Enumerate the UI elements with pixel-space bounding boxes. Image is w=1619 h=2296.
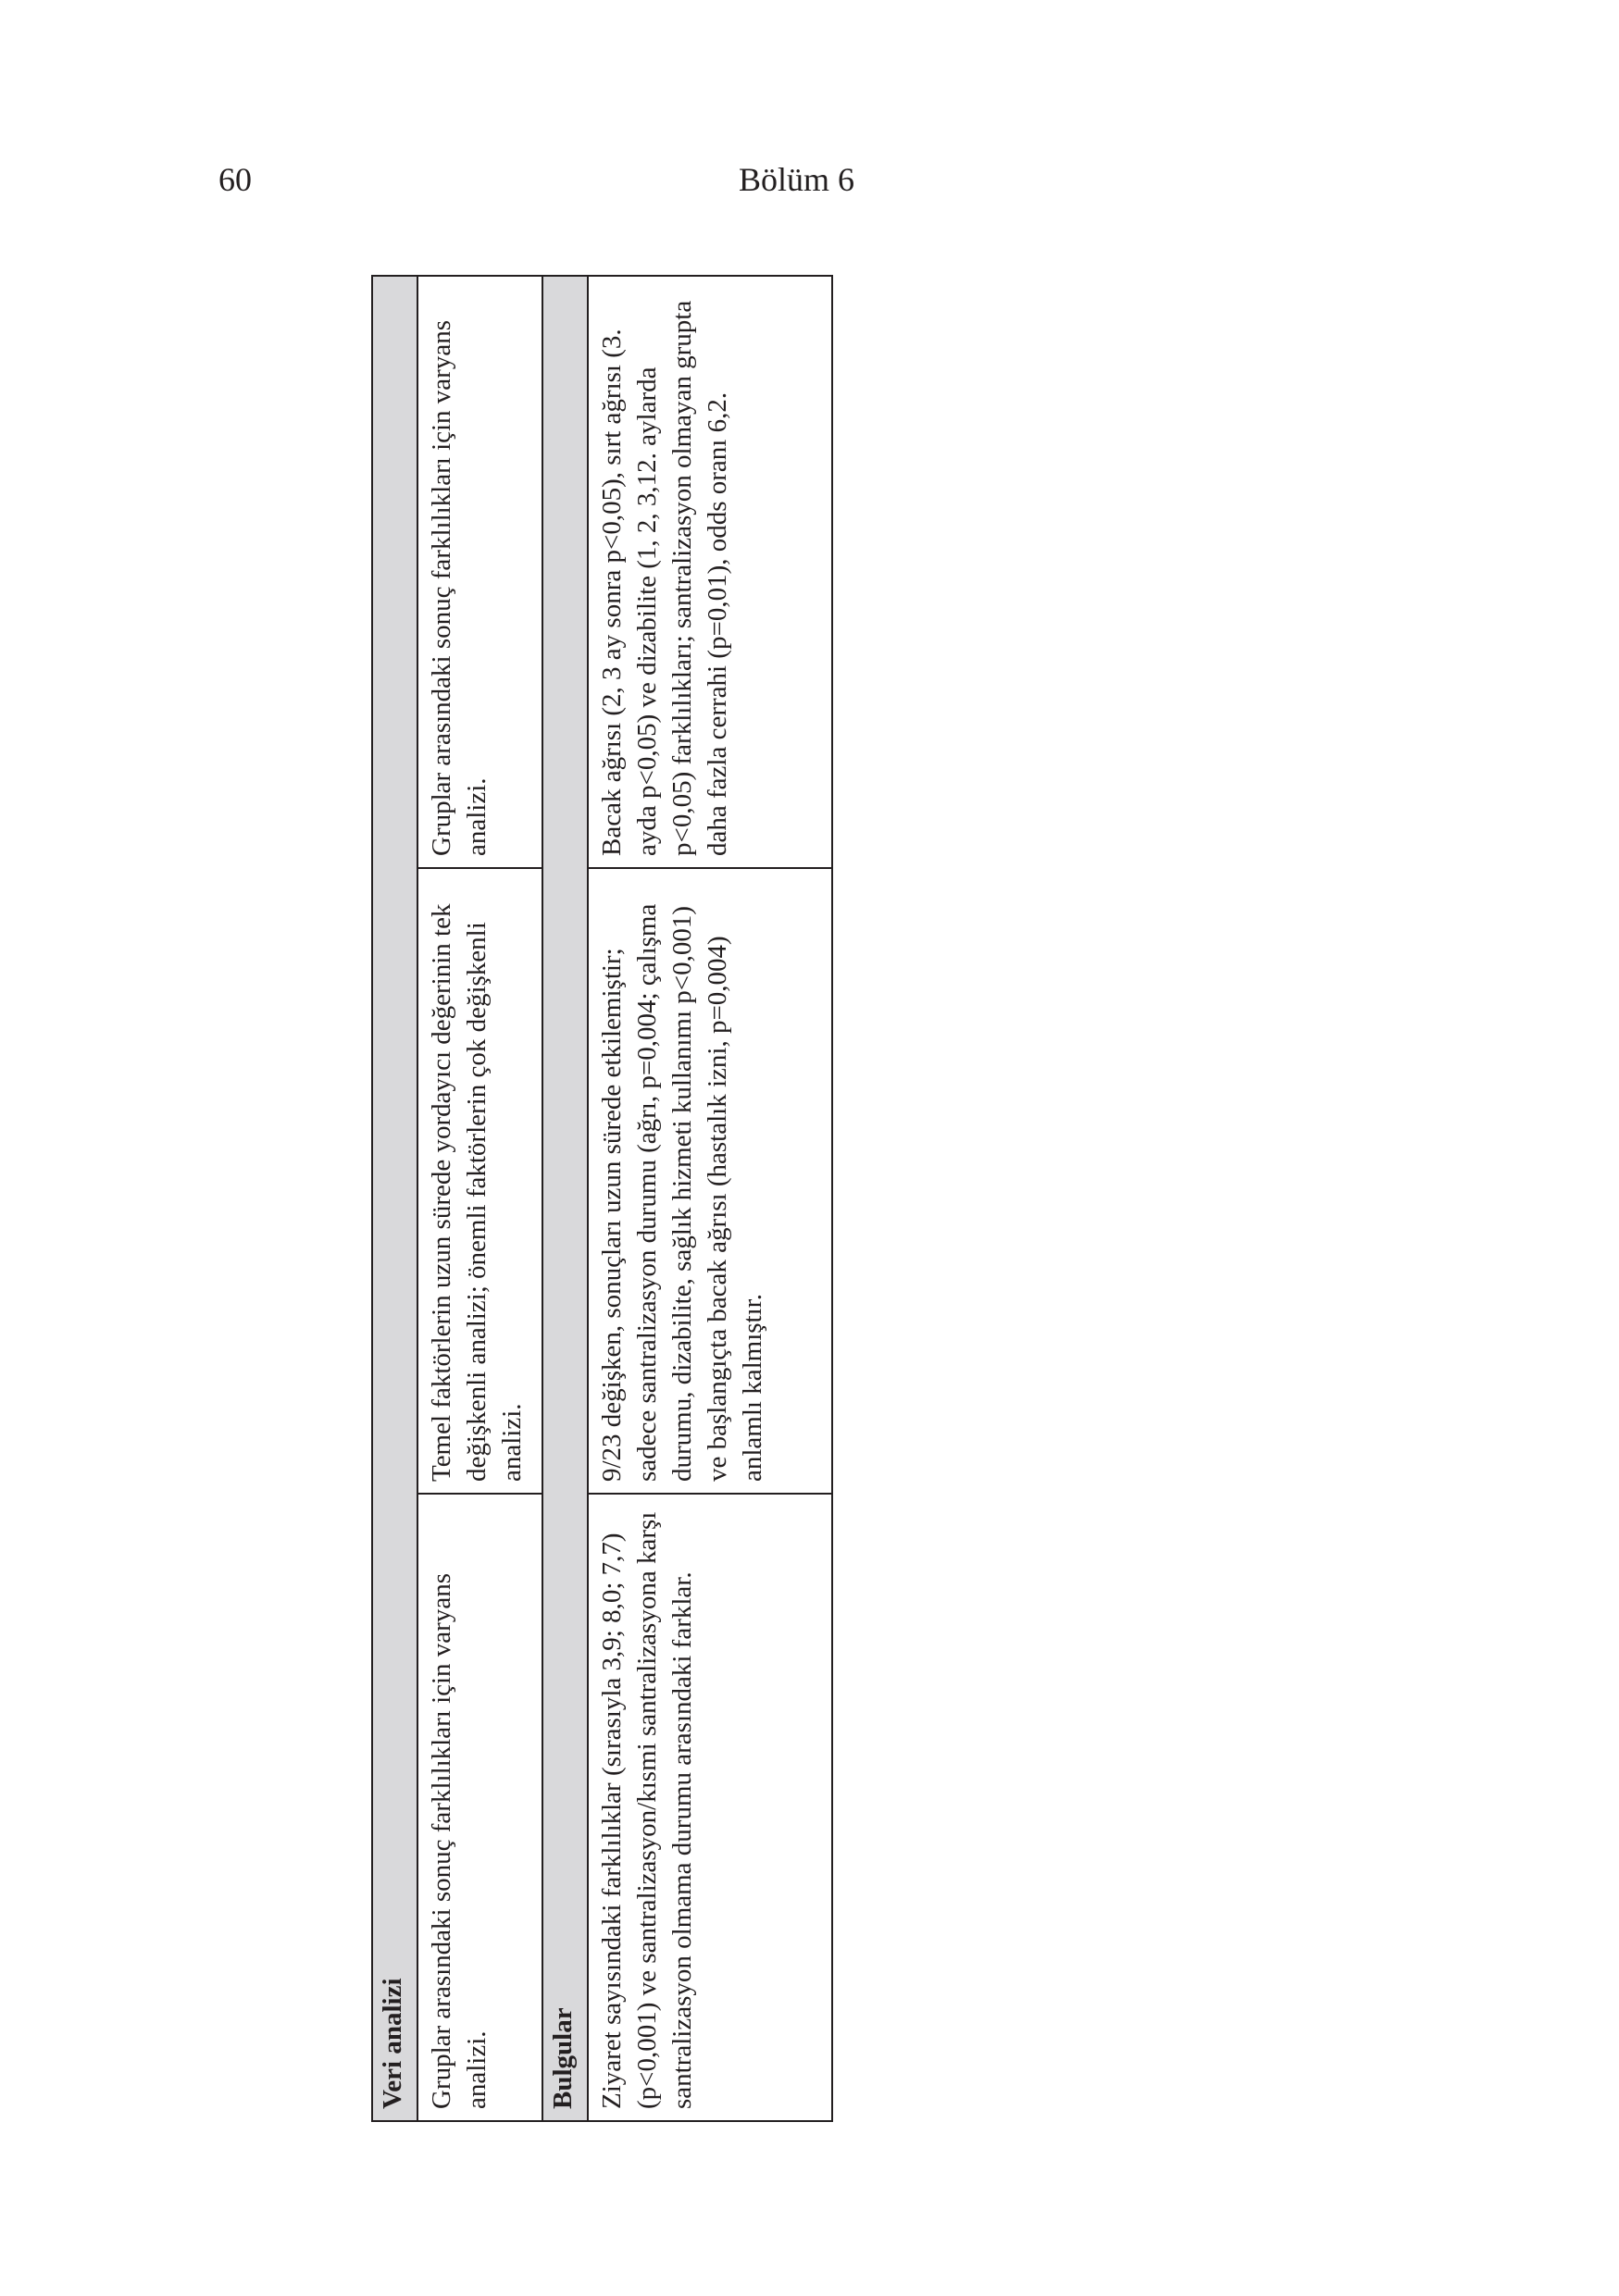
chapter-title: Bölüm 6 bbox=[738, 161, 854, 198]
table-cell: Gruplar arasındaki sonuç farklılıkları için varyans analizi. bbox=[417, 276, 542, 868]
rotated-table-container bbox=[371, 277, 833, 2122]
table-cell: 9/23 değişken, sonuçları uzun sürede etkilemiştir; sadece santralizasyon durumu (ağrı, p=0,004; çalışma durumu, dizabilite, sağlık hizmeti kullanımı p<0,001) ve başlangıçta bacak ağrısı (hastalık izni, p=0,004) anlamlı kalmıştır. bbox=[588, 868, 832, 1494]
table-cell: Bacak ağrısı (2, 3 ay sonra p<0,05), sırt ağrısı (3. ayda p<0,05) ve dizabilite (1, 2, 3,12. aylarda p<0,05) farklılıkları; santralizasyon olmayan grupta daha fazla cerrahi (p=0,01), odds oranı 6,2. bbox=[588, 276, 832, 868]
table-row bbox=[417, 276, 542, 2121]
table-cell: Ziyaret sayısındaki farklılıklar (sırasıyla 3,9; 8,0; 7,7) (p<0,001) ve santralizasyon/kısmi santralizasyona karşı santralizasyon olmama durumu arasındaki farklar. bbox=[588, 1494, 832, 2121]
section-header-row bbox=[542, 276, 588, 2121]
table-cell: Gruplar arasındaki sonuç farklılıkları için varyans analizi. bbox=[417, 1494, 542, 2121]
table-row bbox=[588, 276, 832, 2121]
page-number: 60 bbox=[218, 161, 252, 198]
study-comparison-table bbox=[371, 275, 833, 2122]
section-title-bulgular: Bulgular bbox=[542, 276, 588, 2121]
section-title-veri-analizi: Veri analizi bbox=[372, 276, 417, 2121]
table-cell: Temel faktörlerin uzun sürede yordayıcı değerinin tek değişkenli analizi; önemli faktörlerin çok değişkenli analizi. bbox=[417, 868, 542, 1494]
section-header-row bbox=[372, 276, 417, 2121]
